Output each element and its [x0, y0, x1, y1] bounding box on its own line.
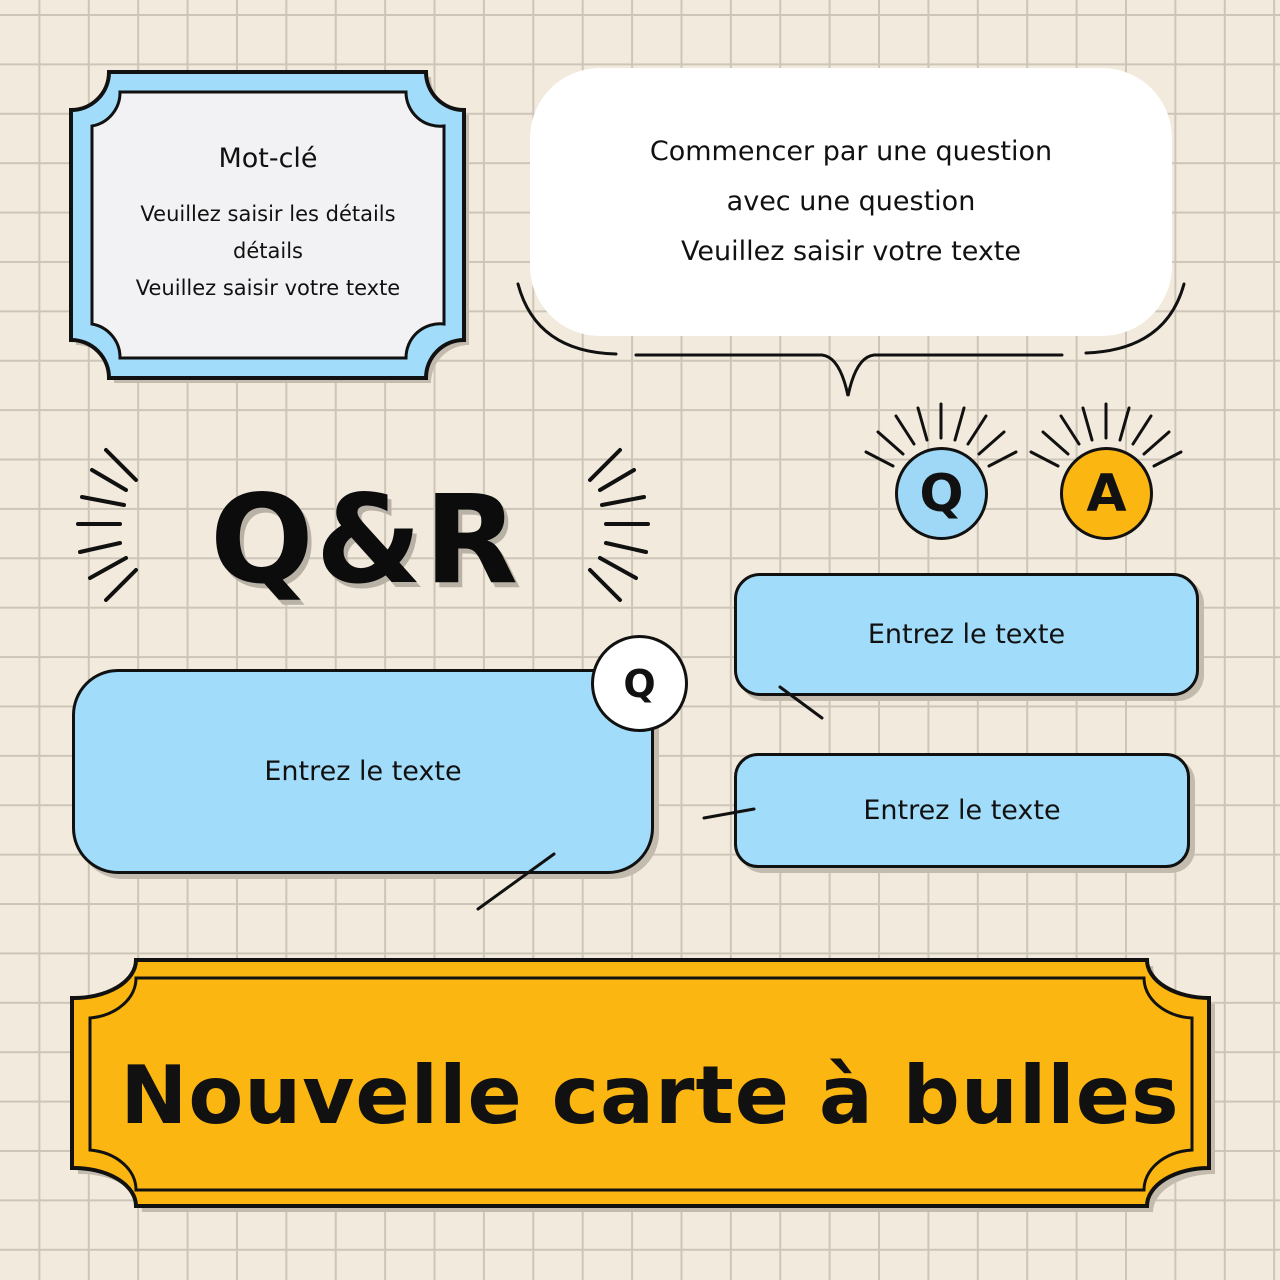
question-badge: Q — [895, 447, 988, 540]
question-tag-circle: Q — [591, 635, 688, 732]
keyword-card-title: Mot-clé — [218, 143, 318, 174]
keyword-card-line: détails — [233, 239, 303, 263]
keyword-card-line: Veuillez saisir votre texte — [135, 276, 401, 300]
speech-cloud-line: Veuillez saisir votre texte — [680, 236, 1022, 267]
speech-cloud-line: avec une question — [726, 186, 976, 217]
banner-title: Nouvelle carte à bulles — [120, 1048, 1180, 1142]
right-top-text-bubble-label: Entrez le texte — [867, 619, 1066, 650]
speech-cloud-line: Commencer par une question — [649, 136, 1053, 167]
right-bottom-text-bubble-label: Entrez le texte — [863, 795, 1061, 826]
answer-badge: A — [1060, 447, 1153, 540]
qr-title: Q&R — [209, 469, 521, 611]
main-text-bubble-label: Entrez le texte — [264, 756, 462, 787]
keyword-card-line: Veuillez saisir les détails — [140, 202, 396, 226]
